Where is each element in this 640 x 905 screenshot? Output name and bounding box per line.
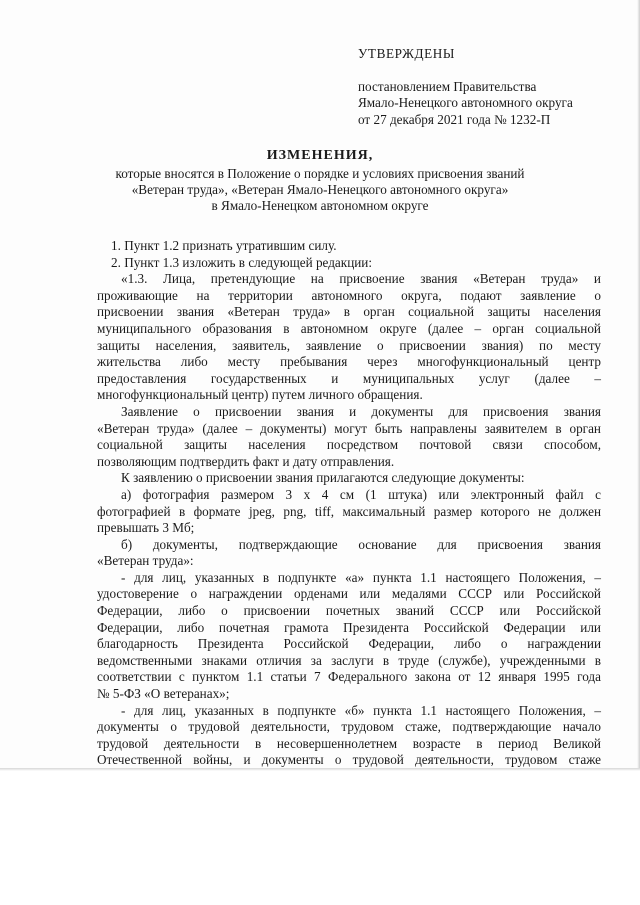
paragraph-line: присвоении звания «Ветеран труда» в орган социальной защиты населения [97, 304, 601, 320]
document-heading [0, 148, 640, 214]
paragraph-line: № 5-ФЗ «О ветеранах»; [97, 686, 230, 702]
approval-line: постановлением Правительства [358, 78, 537, 94]
paragraph-line: соответствии с пунктом 1.1 статьи 7 Федерального закона от 12 января 1995 года [97, 669, 601, 685]
paragraph-line: проживающие на территории автономного округа, подают заявление о [97, 287, 601, 303]
approval-title: УТВЕРЖДЕНЫ [358, 46, 456, 61]
heading-line: которые вносятся в Положение о порядке и условиях присвоения званий [115, 166, 525, 181]
approval-stamp [358, 46, 628, 128]
paragraph-line: «1.3. Лица, претендующие на присвоение звания «Ветеран труда» и [121, 271, 601, 287]
paragraph-line: «Ветеран труда»: [97, 553, 194, 569]
approval-line: Ямало-Ненецкого автономного округа [358, 95, 573, 110]
paragraph-line: ведомственными знаками отличия за заслуги в труде (службе), учрежденными в [97, 652, 601, 668]
heading-title: ИЗМЕНЕНИЯ, [266, 148, 374, 163]
paragraph-line: социальной защиты населения посредством почтовой связи способом, [97, 437, 601, 453]
document-body [97, 238, 601, 769]
paragraph-line: К заявлению о присвоении звания прилагаются следующие документы: [121, 470, 525, 486]
page-bottom-edge [0, 768, 640, 771]
paragraph-line: удостоверение о награждении орденами или медалями СССР или Российской [97, 586, 601, 602]
paragraph-line: позволяющим подтвердить факт и дату отправления. [97, 453, 395, 469]
paragraph-line: Федерации, либо о присвоении почетных званий СССР или Российской [97, 603, 601, 619]
paragraph-line: - для лиц, указанных в подпункте «а» пункта 1.1 настоящего Положения, – [121, 569, 601, 585]
paragraph-line: документы о трудовой деятельности, трудовом стаже, подтверждающие начало [97, 719, 601, 735]
approval-line: от 27 декабря 2021 года № 1232-П [358, 111, 551, 127]
paragraph-line: предоставления государственных и муниципальных услуг (далее – [97, 370, 601, 386]
heading-line: «Ветеран труда», «Ветеран Ямало-Ненецкого автономного округа» [131, 182, 509, 197]
paragraph-line: муниципального образования в автономном округе (далее – орган социальной [97, 320, 601, 336]
paragraph-line: Отечественной войны, и документы о трудовой деятельности, трудовом стаже [97, 752, 601, 768]
paragraph-line: благодарность Президента Российской Федерации, либо о награждении [97, 636, 601, 652]
paragraph-line: Федерации, либо почетная грамота Президента Российской Федерации или [97, 619, 601, 635]
paragraph-line: - для лиц, указанных в подпункте «б» пункта 1.1 настоящего Положения, – [121, 702, 601, 718]
paragraph-line: защиты населения, заявитель, заявление о присвоении звания) по месту [97, 337, 601, 353]
paragraph-line: трудовой деятельности в несовершеннолетнем возрасте в период Великой [97, 735, 601, 751]
paragraph-line: Заявление о присвоении звания и документы для присвоения звания [121, 403, 601, 419]
heading-line: в Ямало-Ненецком автономном округе [211, 198, 429, 213]
paragraph-line: 1. Пункт 1.2 признать утратившим силу. [111, 238, 337, 253]
paragraph-line: «Ветеран труда» (далее – документы) могут быть направлены заявителем в орган [97, 420, 601, 436]
paragraph-line: превышать 3 Мб; [97, 520, 195, 536]
paragraph-line: 2. Пункт 1.3 изложить в следующей редакции: [111, 254, 373, 270]
paragraph-line: многофункциональный центр) путем личного обращения. [97, 387, 423, 403]
paragraph-line: а) фотография размером 3 х 4 см (1 штука) или электронный файл с [121, 486, 601, 502]
paragraph-line: фотографией в формате jpeg, png, tiff, максимальный размер которого не должен [97, 503, 601, 519]
paragraph-line: жительства либо месту пребывания через многофункциональный центр [97, 354, 601, 370]
paragraph-line: б) документы, подтверждающие основание для присвоения звания [121, 536, 601, 552]
